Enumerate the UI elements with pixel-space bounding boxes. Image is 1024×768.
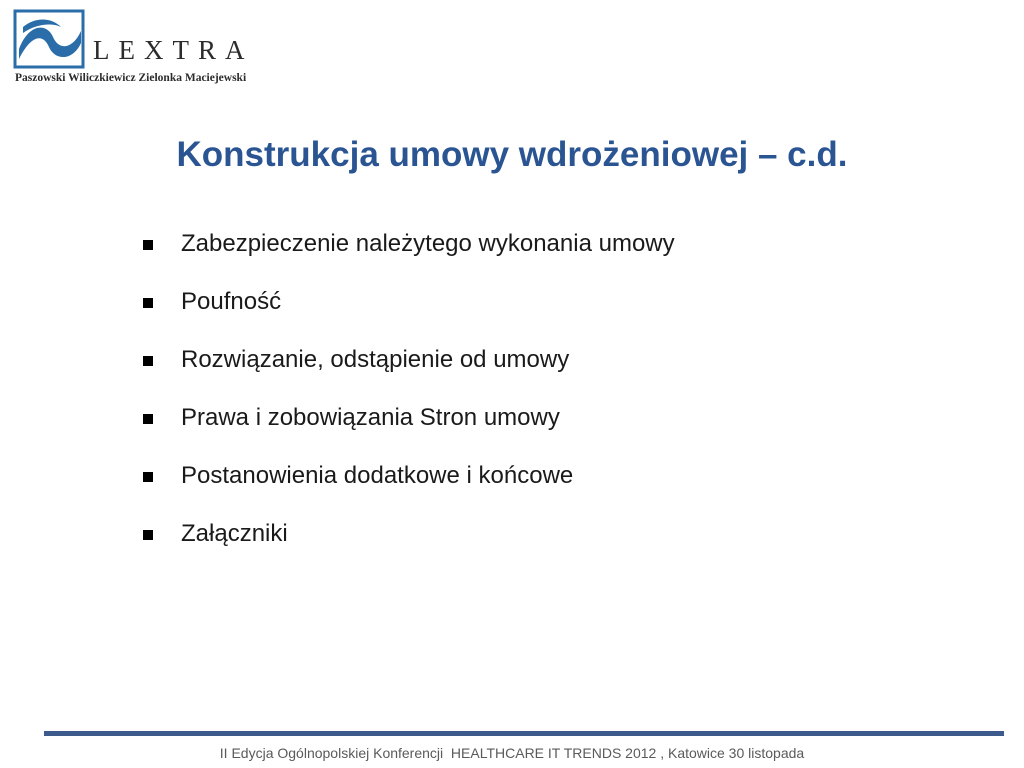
bullet-text: Rozwiązanie, odstąpienie od umowy (181, 346, 570, 373)
lextra-logo-mark-icon (13, 9, 85, 69)
list-item (143, 462, 675, 520)
square-bullet-icon (143, 414, 153, 424)
bullet-text: Zabezpieczenie należytego wykonania umowy (181, 230, 675, 257)
square-bullet-icon (143, 530, 153, 540)
logo-partners: Paszowski Wiliczkiewicz Zielonka Maciejewski (15, 72, 247, 84)
list-item (143, 346, 675, 404)
bullet-text: Postanowienia dodatkowe i końcowe (181, 462, 574, 489)
square-bullet-icon (143, 356, 153, 366)
company-logo (13, 9, 263, 89)
list-item (143, 230, 675, 288)
slide-title (0, 136, 1024, 175)
footer-divider (44, 731, 1004, 736)
bullet-text: Poufność (181, 288, 282, 315)
bullet-text: Prawa i zobowiązania Stron umowy (181, 404, 560, 431)
list-item (143, 404, 675, 462)
square-bullet-icon (143, 298, 153, 308)
slide-title-text: Konstrukcja umowy wdrożeniowej – c.d. (176, 135, 848, 174)
bullet-list (143, 230, 675, 578)
logo-name: LEXTRA (93, 35, 254, 65)
bullet-text: Załączniki (181, 520, 288, 547)
list-item (143, 520, 675, 578)
square-bullet-icon (143, 472, 153, 482)
list-item (143, 288, 675, 346)
footer-text: II Edycja Ogólnopolskiej Konferencji HEALTHCARE IT TRENDS 2012 , Katowice 30 listopada (219, 745, 805, 761)
square-bullet-icon (143, 240, 153, 250)
